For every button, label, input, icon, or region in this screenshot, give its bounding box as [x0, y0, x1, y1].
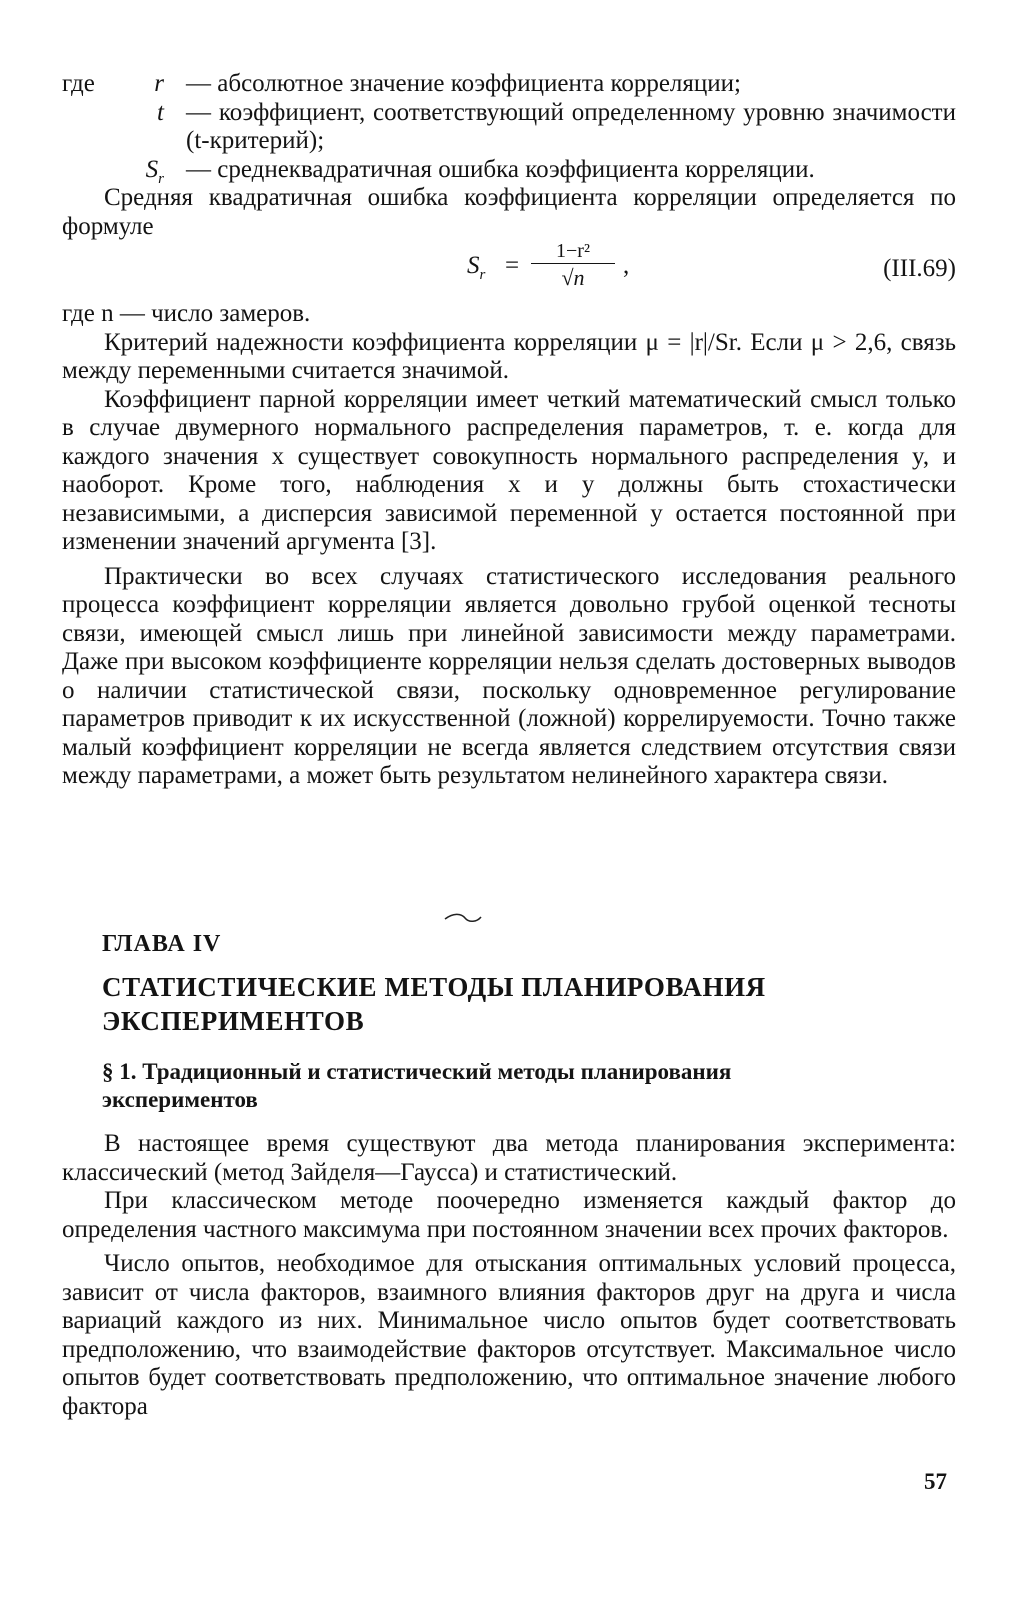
- squiggle-ornament: [443, 912, 483, 924]
- definition-symbol: t: [157, 98, 164, 126]
- definition-text: — абсолютное значение коэффициента корреляции;: [186, 70, 741, 97]
- page-number: 57: [924, 1469, 947, 1494]
- paragraph: Критерий надежности коэффициента корреляции μ = |r|/Sr. Если μ > 2,6, связь между переменными считается значимой.: [62, 328, 956, 384]
- formula-lhs: $S_r$: [467, 252, 486, 283]
- formula-row: [62, 240, 956, 300]
- definition-symbol: r: [154, 70, 164, 97]
- body-text-bottom: [62, 1130, 956, 1421]
- chapter-label: ГЛАВА IV: [102, 931, 222, 957]
- where-word: где: [62, 70, 95, 97]
- section-title: § 1. Традиционный и статистический методы планирования экспериментов: [102, 1059, 732, 1112]
- paragraph: При классическом методе поочередно изменяется каждый фактор до определения частного максимума при постоянном значении всех прочих факторов.: [62, 1187, 956, 1243]
- formula-denominator: √n: [561, 265, 585, 290]
- definition-r: [62, 70, 956, 99]
- formula-intro: Средняя квадратичная ошибка коэффициента корреляции определяется по формуле: [62, 184, 956, 240]
- paragraph: Коэффициент парной корреляции имеет четкий математический смысл только в случае двумерного нормального распределения параметров, т. е. когда для каждого значения x существует совокупность нормального распределения y, и наоборот. Кроме того, наблюдения x и y должны быть стохастически независимыми, а дисперсия зависимой переменной y остается постоянной при изменении значений аргумента [3].: [62, 385, 956, 555]
- definitions-list: [62, 70, 956, 241]
- formula-where: где n — число замеров.: [62, 300, 311, 327]
- chapter-title: СТАТИСТИЧЕСКИЕ МЕТОДЫ ПЛАНИРОВАНИЯ ЭКСПЕРИМЕНТОВ: [102, 972, 766, 1036]
- paragraph: В настоящее время существуют два метода планирования эксперимента: классический (метод Зайделя—Гаусса) и статистический.: [62, 1130, 956, 1186]
- formula-comma: ,: [623, 252, 630, 279]
- definition-text: — среднеквадратичная ошибка коэффициента корреляции.: [186, 155, 815, 183]
- formula-equals: =: [505, 252, 520, 279]
- definition-text: — коэффициент, соответствующий определенному уровню значимости (t-критерий);: [186, 98, 956, 154]
- formula-number: (III.69): [883, 255, 956, 282]
- paragraph: Число опытов, необходимое для отыскания оптимальных условий процесса, зависит от числа факторов, взаимного влияния факторов друг на друга и числа вариаций каждого из них. Минимальное число опытов будет соответствовать предположению, что взаимодействие факторов отсутствует. Максимальное число опытов будет соответствовать предположению, что оптимальное значение любого фактора: [62, 1250, 956, 1420]
- body-text-top: [62, 300, 956, 791]
- formula-fraction: [529, 240, 617, 292]
- definition-symbol: $S_r$: [145, 155, 164, 187]
- paragraph: Практически во всех случаях статистического исследования реального процесса коэффициент корреляции является довольно грубой оценкой тесноты связи, имеющей смысл лишь при линейной зависимости между параметрами. Даже при высоком коэффициенте корреляции нельзя сделать достоверных выводов о наличии статистической связи, поскольку одновременное регулирование параметров приводит к их искусственной (ложной) коррелируемости. Точно также малый коэффициент корреляции не всегда является следствием отсутствия связи между параметрами, а может быть результатом нелинейного характера связи.: [62, 562, 956, 789]
- definition-t: [62, 99, 956, 156]
- definition-sr: [62, 156, 956, 185]
- formula-numerator: 1−r²: [556, 240, 590, 262]
